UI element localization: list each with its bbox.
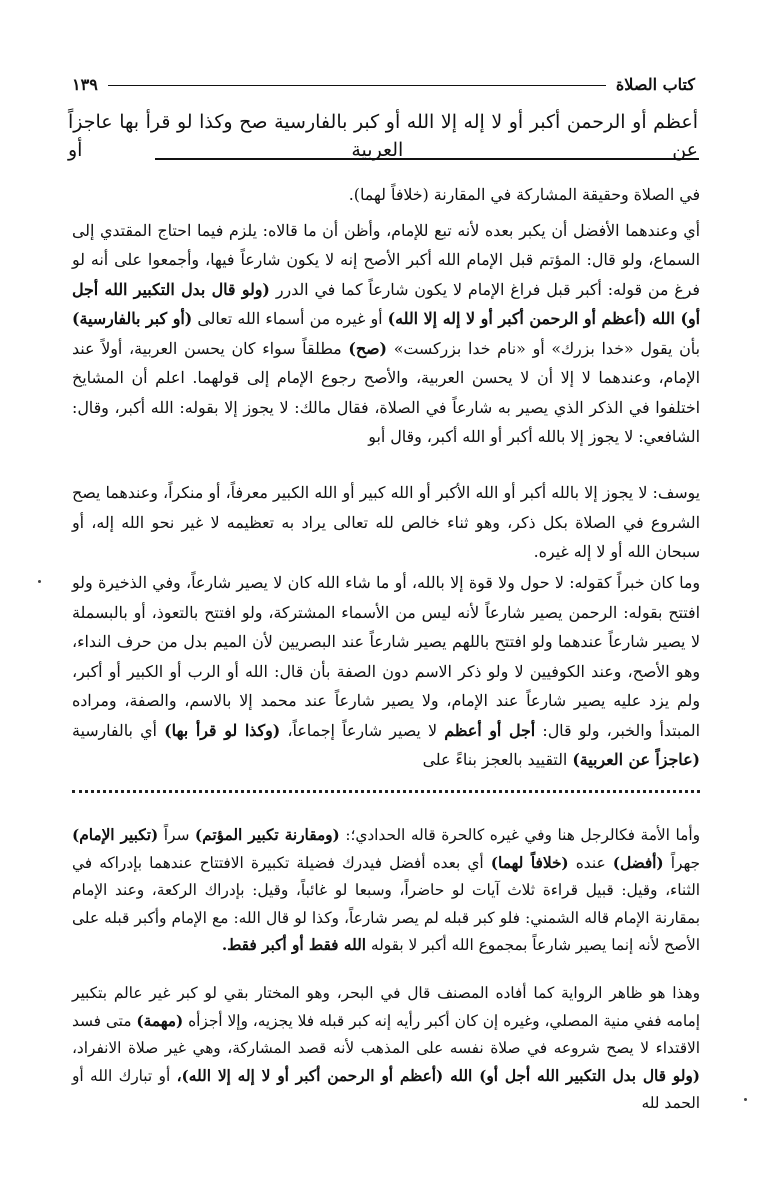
text-run: مطلقاً سواء كان يحسن العربية، أولاً عند الإمام، وعندهما لا إلا أن لا يحسن العربية، والأصح رجوع الإمام إلى قولهما. اعلم أن المشايخ اختلفوا في الذكر الذي يصير به شارعاً في الصلاة، فقال مالك: لا يجوز إلا بقوله: الله أكبر، وقال: الشافعي: لا يجوز إلا بالله أكبر أو الله أكبر، وقال أبو <box>72 338 700 446</box>
bold-quote: (ولو قال بدل التكبير الله أجل أو) الله (أعظم أو الرحمن أكبر أو لا إله إلا الله)، <box>176 1066 700 1085</box>
bold-quote: (وكذا لو قرأ بها) <box>164 720 281 740</box>
commentary-paragraph: في الصلاة وحقيقة المشاركة في المقارنة (خلافاً لهما). <box>348 185 700 204</box>
bold-quote: (تكبير الإمام) <box>72 826 159 844</box>
commentary-block-2 <box>72 478 700 573</box>
page-number: ١٣٩ <box>72 75 98 94</box>
bold-quote: (أفضل) <box>612 853 664 872</box>
chapter-title: كتاب الصلاة <box>615 75 695 94</box>
text-run: بأن يقول «خدا بزرك» أو «نام خدا بزركست» <box>393 338 700 358</box>
text-run: وما كان خبراً كقوله: لا حول ولا قوة إلا بالله، أو ما شاء الله كان لا يصير شارعاً، وفي الذخيرة ولو افتتح بقوله: الرحمن يصير شارعاً لأنه ليس من الأسماء المشتركة، ولو افتتح بالتعوذ، أو بالبسملة لا يصير شارعاً عندهما ولو افتتح باللهم يصير شارعاً عند البصريين لأن الميم بدل من حرف النداء، وهو الأصح، وعند الكوفيين لا ولو ذكر الاسم دون الصفة بأن قال: الله أو الرب أو الكبير أو أكبر، ولم يزد عليه يصير شارعاً عند الإمام، ولا يصير شارعاً عند محمد إلا بالاسم، والصفة، ومراده المبتدأ والخبر، ولو قال: <box>72 573 700 740</box>
main-text-line: أعظم أو الرحمن أكبر أو لا إله إلا الله أو كبر بالفارسية صح وكذا لو قرأ بها عاجزاً عن العربية أو <box>68 111 698 161</box>
commentary-paragraph <box>72 980 700 1118</box>
text-run: أي بالفارسية <box>72 720 157 740</box>
text-run: لا يصير شارعاً إجماعاً، <box>287 720 438 740</box>
text-run: أو غيره من أسماء الله تعالى <box>197 309 383 328</box>
bold-quote: (عاجزاً عن العربية) <box>572 750 700 769</box>
bold-quote: (ومقارنة تكبير المؤتم) <box>194 826 340 844</box>
lower-commentary-block-2 <box>72 980 700 1124</box>
margin-speck <box>38 580 41 583</box>
running-header <box>72 70 695 94</box>
text-run: أي بعده أفضل فيدرك فضيلة تكبيرة الافتتاح عندهما بإدراكه في الثناء، وقيل: قبيل قراءة ثلاث آيات لو حاضراً، وسبعا لو غائباً، وقيل: بإدراك الركعة، وعند الإمام بمقارنة الإمام قاله الشمني: فلو كبر قبله لم يصر شارعاً، وكذا لو قال الله: مع الإمام وأكبر قبله على الأصح لأنه إنما يصير شارعاً بمجموع الله أكبر لا بقوله <box>72 853 700 954</box>
commentary-paragraph <box>72 822 700 960</box>
text-run: متى فسد الاقتداء لا يصح شروعه في صلاة نفسه على المذهب لأنه قصد المشاركة، وهي غير صلاة الانفراد، <box>72 1011 700 1057</box>
lower-commentary-block-1 <box>72 822 700 966</box>
text-run: وهذا هو ظاهر الرواية كما أفاده المصنف قال في البحر، وهو المختار بقي لو كبر غير عالم بتكبير إمامه ففي منية المصلي، وغيره إن كان أكبر رأيه إنه كبر قبله فلا يجزيه، وإلا أجزأه <box>72 984 700 1030</box>
bold-quote: (أو كبر بالفارسية) <box>72 309 193 328</box>
commentary-block-1 <box>72 180 700 458</box>
commentary-paragraph <box>72 216 700 452</box>
commentary-block-3 <box>72 568 700 781</box>
bold-quote: (خلافاً لهما) <box>490 853 569 872</box>
commentary-paragraph <box>72 568 700 775</box>
text-run: وأما الأمة فكالرجل هنا وفي غيره كالحرة قاله الحدادي؛: <box>345 826 700 844</box>
bold-quote: (مهمة) <box>136 1011 184 1030</box>
text-run: التقييد بالعجز بناءً على <box>422 750 568 769</box>
text-run: عنده <box>575 853 606 872</box>
header-rule <box>108 85 606 86</box>
text-run: سراً <box>163 826 190 844</box>
matn-separator-rule <box>155 158 699 160</box>
bold-quote: (ولو قال بدل التكبير الله أجل أو) الله (أعظم أو الرحمن أكبر أو لا إله إلا الله) <box>72 279 700 328</box>
bold-quote: (صح) <box>348 338 387 358</box>
text-run: جهراً <box>670 853 700 872</box>
text-run: أي وعندهما الأفضل أن يكبر بعده لأنه تبع للإمام، وأظن أن ما قالاه: يلزم فيما احتاج المقتدي إلى السماع، ولو قال: المؤتم قبل الإمام الله أكبر الأصح إنه لا يكون شارعاً فيها، وأجمعوا على أنه لو فرغ من قوله: أكبر قبل فراغ الإمام لا يكون شارعاً كما في الدرر <box>72 220 700 299</box>
text-run: أو تبارك الله أو الحمد لله <box>72 1066 700 1112</box>
margin-speck <box>744 1098 747 1101</box>
bold-quote: الله فقط أو أكبر فقط. <box>221 936 366 954</box>
dotted-separator <box>72 790 700 807</box>
bold-quote: أجل أو أعظم <box>444 720 536 740</box>
commentary-paragraph: يوسف: لا يجوز إلا بالله أكبر أو الله الأكبر أو الله كبير أو الله الكبير معرفاً، أو منكراً، وعندهما يصح الشروع في الصلاة بكل ذكر، وهو ثناء خالص لله تعالى يراد به تعظيمه لا غير نحو الله إله، أو سبحان الله أو لا إله غيره. <box>72 483 700 561</box>
